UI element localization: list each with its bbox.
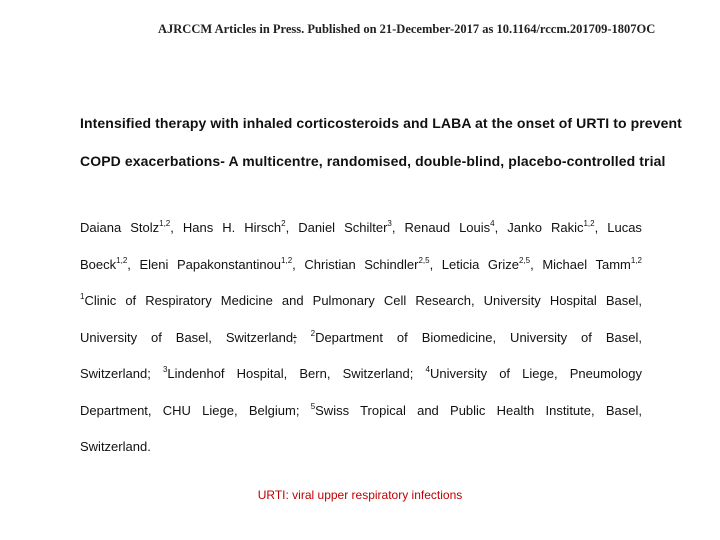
affiliation-number: 4 <box>425 365 430 374</box>
author-block <box>80 210 642 466</box>
separator: , <box>285 220 290 235</box>
author-name: Christian Schindler <box>304 256 419 272</box>
separator: , <box>594 220 599 235</box>
affiliation-text: Department, CHU Liege, Belgium <box>80 402 296 418</box>
separator: ; <box>295 402 300 418</box>
separator: , <box>127 256 131 272</box>
affiliation-line <box>80 429 642 466</box>
affiliation-number: 2 <box>310 328 316 338</box>
author-name: Hans H. Hirsch <box>182 220 282 235</box>
urti-footnote: URTI: viral upper respiratory infections <box>257 488 463 502</box>
author-affiliation-mark: 2,5 <box>418 255 430 265</box>
affiliation-text: University of Liege, Pneumology <box>430 366 642 381</box>
author-affiliation-mark: 1,2 <box>281 255 293 265</box>
author-name-last: Boeck <box>80 256 117 272</box>
affiliation-number: 1 <box>80 292 85 301</box>
separator: ; <box>147 366 151 381</box>
author-line <box>80 247 642 284</box>
title-line-2: COPD exacerbations- A multicentre, randomised, double-blind, placebo-controlled trial <box>80 153 666 169</box>
affiliation-text: Lindenhof Hospital, Bern, Switzerland <box>167 366 410 381</box>
separator: , <box>292 256 296 272</box>
author-affiliation-mark: 3 <box>387 219 392 228</box>
separator: , <box>391 220 396 235</box>
author-name: Renaud Louis <box>404 220 491 235</box>
affiliation-text: Switzerland <box>80 439 148 454</box>
paper-title <box>80 104 682 180</box>
separator: . <box>147 439 151 454</box>
affiliation-line <box>80 283 642 320</box>
separator: ; <box>409 366 414 381</box>
author-affiliation-mark: 1,2 <box>630 255 642 265</box>
title-line-1: Intensified therapy with inhaled corticosteroids and LABA at the onset of URTI to prevent <box>80 115 682 131</box>
author-affiliation-mark: 2,5 <box>519 255 531 265</box>
author-affiliation-mark: 4 <box>490 219 495 228</box>
journal-header: AJRCCM Articles in Press. Published on 21-December-2017 as 10.1164/rccm.201709-1807OC <box>158 22 656 36</box>
affiliation-line <box>80 356 642 393</box>
author-affiliation-mark: 1,2 <box>116 255 128 265</box>
author-name: Daiana Stolz <box>80 220 160 235</box>
separator: , <box>494 220 499 235</box>
affiliation-line <box>80 320 642 357</box>
affiliation-text: Clinic of Respiratory Medicine and Pulmonary Cell Research, University Hospital Basel, <box>84 293 642 308</box>
affiliation-number: 5 <box>310 401 316 411</box>
affiliation-number: 3 <box>162 365 168 374</box>
separator: , <box>429 256 434 272</box>
affiliation-text: Department of Biomedicine, University of Basel, <box>315 329 642 345</box>
author-name: Daniel Schilter <box>298 220 388 235</box>
author-name: Eleni Papakonstantinou <box>139 256 282 272</box>
affiliation-text: University of Basel, Switzerland <box>80 329 294 345</box>
separator: , <box>170 220 174 235</box>
affiliation-line <box>80 393 642 430</box>
separator: ; <box>293 329 297 345</box>
author-affiliation-mark: 1,2 <box>583 219 595 228</box>
author-affiliation-mark: 2 <box>281 219 286 228</box>
affiliation-text: Swiss Tropical and Public Health Institute, Basel, <box>315 402 642 418</box>
author-name: Janko Rakic <box>507 220 584 235</box>
author-name-first: Lucas <box>607 220 642 235</box>
separator: , <box>530 256 534 272</box>
author-name: Leticia Grize <box>441 256 519 272</box>
author-affiliation-mark: 1,2 <box>159 219 171 228</box>
author-line <box>80 210 642 247</box>
affiliation-text: Switzerland <box>80 366 148 381</box>
author-name: Michael Tamm <box>542 256 631 272</box>
